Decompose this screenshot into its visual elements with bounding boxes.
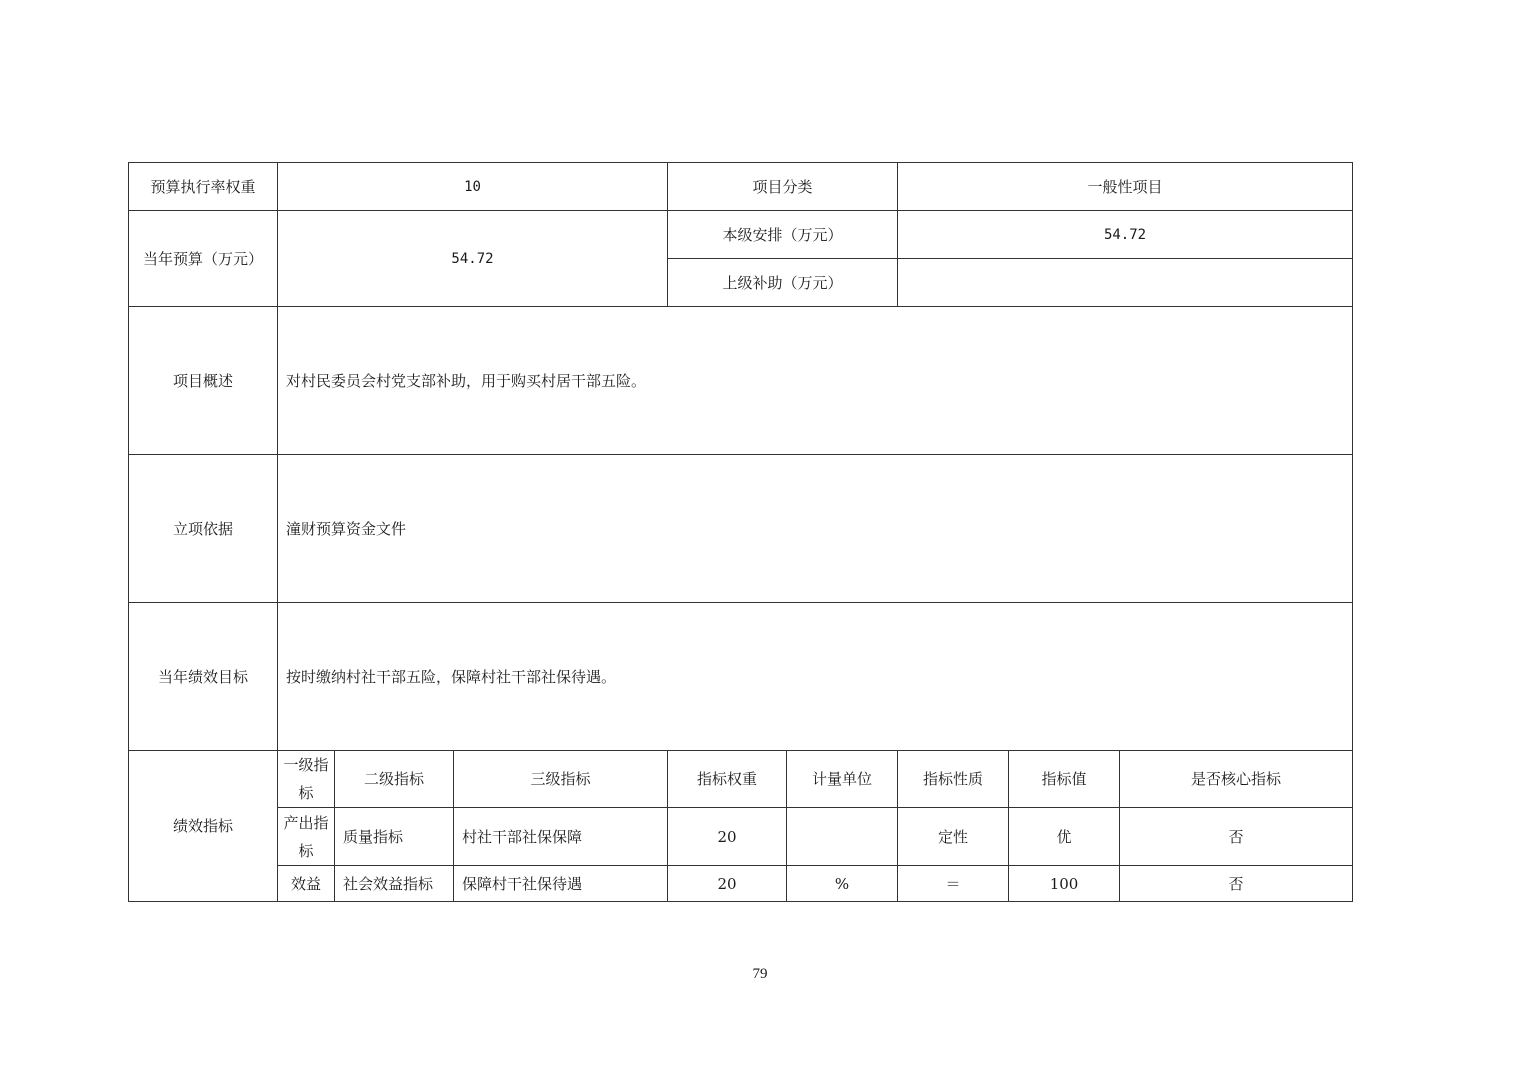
category-label: 项目分类 xyxy=(668,163,898,211)
cell-level3: 村社干部社保保障 xyxy=(454,808,668,866)
header-value: 指标值 xyxy=(1009,751,1120,808)
weight-label: 预算执行率权重 xyxy=(129,163,278,211)
cell-nature: 定性 xyxy=(898,808,1009,866)
header-weight: 指标权重 xyxy=(668,751,787,808)
local-budget-label: 本级安排（万元） xyxy=(668,211,898,259)
weight-value: 10 xyxy=(278,163,668,211)
header-unit: 计量单位 xyxy=(787,751,898,808)
basis-text: 潼财预算资金文件 xyxy=(278,455,1353,603)
cell-core: 否 xyxy=(1120,808,1353,866)
overview-text: 对村民委员会村党支部补助，用于购买村居干部五险。 xyxy=(278,307,1353,455)
cell-core: 否 xyxy=(1120,866,1353,902)
indicator-header-row xyxy=(129,751,1353,808)
overview-label: 项目概述 xyxy=(129,307,278,455)
header-core: 是否核心指标 xyxy=(1120,751,1353,808)
cell-value: 100 xyxy=(1009,866,1120,902)
cell-unit xyxy=(787,808,898,866)
cell-level2: 社会效益指标 xyxy=(335,866,454,902)
indicator-row xyxy=(129,808,1353,866)
cell-value: 优 xyxy=(1009,808,1120,866)
cell-level3: 保障村干社保待遇 xyxy=(454,866,668,902)
cell-level1: 产出指标 xyxy=(278,808,335,866)
cell-weight: 20 xyxy=(668,808,787,866)
table-row xyxy=(129,307,1353,455)
table-row xyxy=(129,211,1353,259)
indicators-label: 绩效指标 xyxy=(129,751,278,902)
cell-level2: 质量指标 xyxy=(335,808,454,866)
cell-unit: % xyxy=(787,866,898,902)
cell-nature: ＝ xyxy=(898,866,1009,902)
category-value: 一般性项目 xyxy=(898,163,1353,211)
goal-text: 按时缴纳村社干部五险，保障村社干部社保待遇。 xyxy=(278,603,1353,751)
local-budget-value: 54.72 xyxy=(898,211,1353,259)
budget-value: 54.72 xyxy=(278,211,668,307)
cell-level1: 效益 xyxy=(278,866,335,902)
table-row xyxy=(129,603,1353,751)
budget-label: 当年预算（万元） xyxy=(129,211,278,307)
page-number: 79 xyxy=(752,966,768,982)
basis-label: 立项依据 xyxy=(129,455,278,603)
header-level2: 二级指标 xyxy=(335,751,454,808)
header-level3: 三级指标 xyxy=(454,751,668,808)
cell-weight: 20 xyxy=(668,866,787,902)
header-nature: 指标性质 xyxy=(898,751,1009,808)
goal-label: 当年绩效目标 xyxy=(129,603,278,751)
superior-subsidy-label: 上级补助（万元） xyxy=(668,259,898,307)
project-performance-table xyxy=(128,162,1353,902)
superior-subsidy-value xyxy=(898,259,1353,307)
indicator-row xyxy=(129,866,1353,902)
header-level1: 一级指标 xyxy=(278,751,335,808)
table-row xyxy=(129,163,1353,211)
table-row xyxy=(129,455,1353,603)
